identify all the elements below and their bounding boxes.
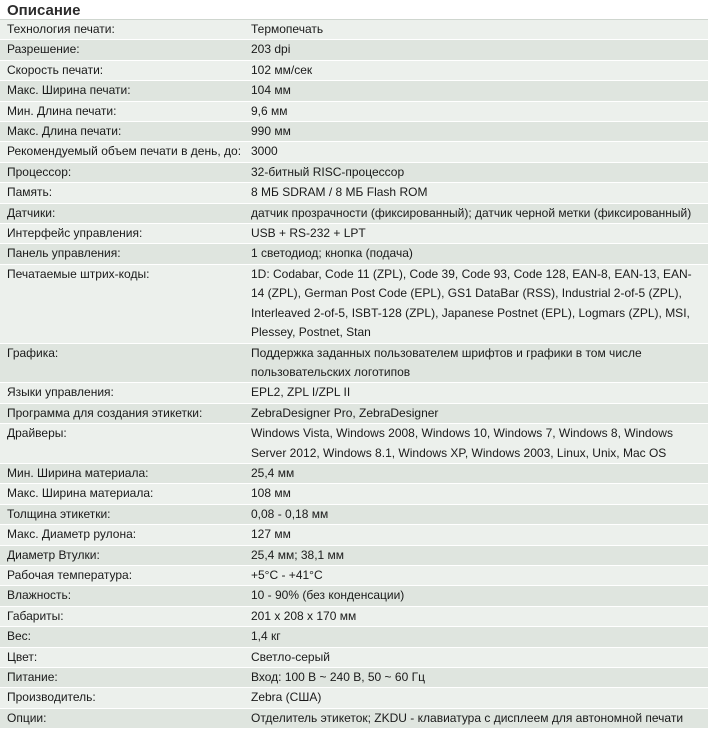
spec-value: Термопечать (243, 20, 708, 40)
spec-label: Влажность: (0, 586, 243, 606)
spec-value: 9,6 мм (243, 101, 708, 121)
spec-row (0, 81, 708, 101)
spec-row (0, 60, 708, 80)
spec-value: Вход: 100 В ~ 240 В, 50 ~ 60 Гц (243, 668, 708, 688)
spec-value: 102 мм/сек (243, 60, 708, 80)
spec-label: Рабочая температура: (0, 565, 243, 585)
spec-row (0, 264, 708, 343)
spec-label: Опции: (0, 708, 243, 728)
spec-row (0, 708, 708, 728)
spec-value: датчик прозрачности (фиксированный); датчик черной метки (фиксированный) (243, 203, 708, 223)
spec-row (0, 668, 708, 688)
spec-row (0, 403, 708, 423)
spec-table (0, 20, 708, 729)
spec-label: Панель управления: (0, 244, 243, 264)
spec-row (0, 565, 708, 585)
spec-label: Вес: (0, 627, 243, 647)
spec-label: Макс. Длина печати: (0, 122, 243, 142)
spec-row (0, 647, 708, 667)
spec-value: 3000 (243, 142, 708, 162)
spec-row (0, 484, 708, 504)
spec-label: Программа для создания этикетки: (0, 403, 243, 423)
spec-row (0, 424, 708, 464)
spec-row (0, 343, 708, 383)
spec-value: Zebra (США) (243, 688, 708, 708)
spec-label: Разрешение: (0, 40, 243, 60)
spec-value: Отделитель этикеток; ZKDU - клавиатура с дисплеем для автономной печати (243, 708, 708, 728)
spec-label: Графика: (0, 343, 243, 383)
spec-label: Скорость печати: (0, 60, 243, 80)
spec-label: Производитель: (0, 688, 243, 708)
spec-label: Датчики: (0, 203, 243, 223)
spec-row (0, 606, 708, 626)
spec-row (0, 183, 708, 203)
spec-label: Печатаемые штрих-коды: (0, 264, 243, 343)
spec-label: Макс. Диаметр рулона: (0, 525, 243, 545)
spec-label: Питание: (0, 668, 243, 688)
spec-row (0, 586, 708, 606)
spec-value: Поддержка заданных пользователем шрифтов и графики в том числе пользовательских логотипов (243, 343, 708, 383)
spec-row (0, 244, 708, 264)
spec-row (0, 545, 708, 565)
spec-table-body (0, 20, 708, 729)
spec-row (0, 40, 708, 60)
spec-value: EPL2, ZPL I/ZPL II (243, 383, 708, 403)
spec-label: Цвет: (0, 647, 243, 667)
spec-label: Языки управления: (0, 383, 243, 403)
spec-label: Процессор: (0, 162, 243, 182)
spec-value: 32-битный RISC-процессор (243, 162, 708, 182)
spec-label: Диаметр Втулки: (0, 545, 243, 565)
spec-value: 8 МБ SDRAM / 8 МБ Flash ROM (243, 183, 708, 203)
spec-value: 990 мм (243, 122, 708, 142)
spec-label: Габариты: (0, 606, 243, 626)
spec-value: +5°C - +41°C (243, 565, 708, 585)
spec-row (0, 142, 708, 162)
spec-row (0, 463, 708, 483)
spec-row (0, 122, 708, 142)
spec-row (0, 688, 708, 708)
spec-value: USB + RS-232 + LPT (243, 224, 708, 244)
spec-row (0, 162, 708, 182)
spec-label: Мин. Длина печати: (0, 101, 243, 121)
spec-value: Светло-серый (243, 647, 708, 667)
spec-label: Интерфейс управления: (0, 224, 243, 244)
spec-label: Драйверы: (0, 424, 243, 464)
spec-value: 25,4 мм (243, 463, 708, 483)
spec-row (0, 203, 708, 223)
spec-value: ZebraDesigner Pro, ZebraDesigner (243, 403, 708, 423)
spec-label: Макс. Ширина печати: (0, 81, 243, 101)
spec-label: Рекомендуемый объем печати в день, до: (0, 142, 243, 162)
section-title: Описание (0, 0, 708, 20)
spec-value: 1D: Codabar, Code 11 (ZPL), Code 39, Code 93, Code 128, EAN-8, EAN-13, EAN-14 (ZPL), German Post Code (EPL), GS1 DataBar (RSS), Industrial 2-of-5 (ZPL), Interleaved 2-of-5, ISBT-128 (ZPL), Japanese Postnet (EPL), Logmars (ZPL), MSI, Plessey, Postnet, Stan (243, 264, 708, 343)
spec-row (0, 224, 708, 244)
spec-row (0, 504, 708, 524)
spec-value: 203 dpi (243, 40, 708, 60)
spec-label: Технология печати: (0, 20, 243, 40)
spec-value: 108 мм (243, 484, 708, 504)
spec-row (0, 20, 708, 40)
spec-row (0, 383, 708, 403)
spec-value: Windows Vista, Windows 2008, Windows 10, Windows 7, Windows 8, Windows Server 2012, Windows 8.1, Windows XP, Windows 2003, Linux, Unix, Mac OS (243, 424, 708, 464)
spec-value: 1 светодиод; кнопка (подача) (243, 244, 708, 264)
spec-value: 0,08 - 0,18 мм (243, 504, 708, 524)
spec-row (0, 627, 708, 647)
spec-label: Макс. Ширина материала: (0, 484, 243, 504)
spec-label: Память: (0, 183, 243, 203)
spec-row (0, 101, 708, 121)
spec-value: 25,4 мм; 38,1 мм (243, 545, 708, 565)
spec-value: 1,4 кг (243, 627, 708, 647)
spec-value: 127 мм (243, 525, 708, 545)
spec-row (0, 525, 708, 545)
spec-label: Мин. Ширина материала: (0, 463, 243, 483)
spec-value: 201 x 208 x 170 мм (243, 606, 708, 626)
spec-value: 10 - 90% (без конденсации) (243, 586, 708, 606)
spec-label: Толщина этикетки: (0, 504, 243, 524)
spec-value: 104 мм (243, 81, 708, 101)
